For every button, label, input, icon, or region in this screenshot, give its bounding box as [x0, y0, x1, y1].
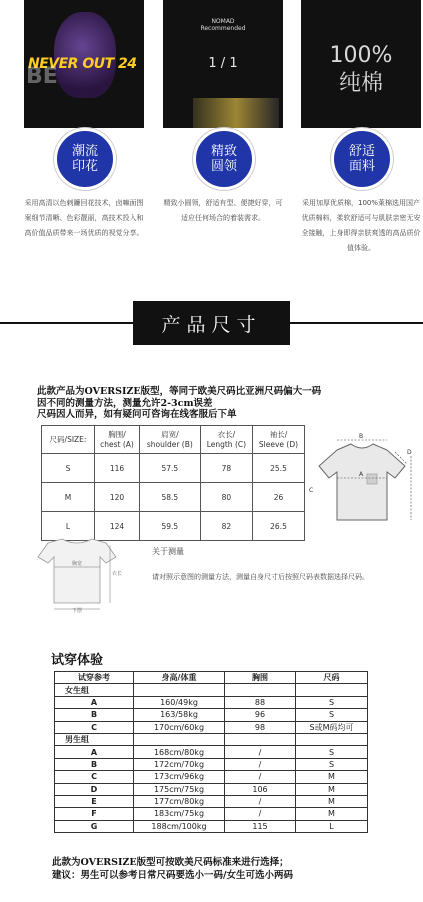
group-label: 女生组	[55, 684, 134, 696]
badge-line-2: 圆领	[210, 159, 237, 174]
size-cell: M	[42, 483, 95, 512]
chest-cell: 96	[225, 709, 296, 721]
badge-line-2: 面料	[348, 159, 375, 174]
collar-photo	[163, 0, 283, 128]
size-table	[41, 425, 305, 541]
size-table-header	[42, 426, 305, 454]
size-cell: S	[296, 746, 368, 758]
height-weight-cell: 170cm/60kg	[134, 721, 225, 733]
tryon-table	[54, 671, 368, 833]
tshirt-sketch	[38, 539, 116, 603]
size-cell: L	[296, 820, 368, 832]
table-row	[55, 746, 368, 758]
face-graphic	[54, 12, 116, 98]
footer-note: 建议：男生可以参考日常尺码要选小一码/女生可选小两码	[52, 870, 293, 881]
table-row	[55, 721, 368, 733]
size-cell: M	[296, 783, 368, 795]
chest-cell: /	[225, 771, 296, 783]
height-weight-cell: 177cm/80kg	[134, 795, 225, 807]
size-cell: S或M码均可	[296, 721, 368, 733]
label-length: 衣长	[112, 571, 123, 577]
table-row	[55, 758, 368, 770]
badge-line-2: 印花	[71, 159, 98, 174]
header-sleeve: 袖长/ Sleeve (D)	[252, 426, 304, 454]
table-row	[42, 483, 305, 512]
tryon-title: 试穿体验	[51, 653, 104, 668]
print-photo	[24, 0, 144, 128]
tshirt-diagram	[307, 432, 417, 532]
footer-notes	[52, 856, 382, 882]
header-chest: 胸围/ chest (A)	[95, 426, 140, 454]
group-row-female	[55, 684, 368, 696]
height-weight-cell: 160/49kg	[134, 696, 225, 708]
size-cell: M	[296, 771, 368, 783]
length-cell: 82	[200, 512, 252, 541]
label-a: A	[358, 471, 364, 478]
ref-cell: E	[55, 795, 134, 807]
header-reference: 试穿参考	[55, 672, 134, 684]
label-hem: 下摆	[71, 608, 83, 614]
cotton-text: 100% 纯棉	[329, 43, 393, 96]
table-row	[55, 771, 368, 783]
label-d: D	[407, 449, 412, 456]
header-height-weight: 身高/体重	[134, 672, 225, 684]
shoulder-cell: 59.5	[139, 512, 200, 541]
tshirt-outline	[319, 444, 405, 520]
ref-cell: C	[55, 721, 134, 733]
height-weight-cell: 173cm/96kg	[134, 771, 225, 783]
size-cell: S	[296, 758, 368, 770]
feature-badge	[54, 128, 116, 190]
ref-cell: A	[55, 696, 134, 708]
length-cell: 78	[200, 454, 252, 483]
chest-cell: 124	[95, 512, 140, 541]
badge-line-1: 精致	[210, 144, 237, 159]
label-chest: 胸宽	[71, 561, 83, 567]
size-cell: S	[296, 696, 368, 708]
shoulder-cell: 57.5	[139, 454, 200, 483]
pocket-shape	[367, 474, 377, 484]
fabric-stripe	[193, 98, 279, 128]
size-cell: L	[42, 512, 95, 541]
sleeve-cell: 25.5	[252, 454, 304, 483]
photo-large-text: BE	[26, 64, 58, 89]
sleeve-cell: 26	[252, 483, 304, 512]
badge-line-1: 舒适	[348, 144, 375, 159]
image-counter: 1 / 1	[208, 56, 238, 71]
group-row-male	[55, 733, 368, 745]
header-shoulder: 肩宽/ shoulder (B)	[139, 426, 200, 454]
measure-illustration	[34, 537, 123, 614]
chest-cell: /	[225, 795, 296, 807]
ref-cell: G	[55, 820, 134, 832]
measure-description: 请对照示意图的测量方法，测量自身尺寸后按照尺码表数据选择尺码。	[152, 573, 369, 581]
chest-cell: 88	[225, 696, 296, 708]
size-cell: S	[296, 709, 368, 721]
header-chest: 胸围	[225, 672, 296, 684]
table-row	[55, 696, 368, 708]
size-cell: S	[42, 454, 95, 483]
feature-description: 精致小圆领，舒适有型、便捷好穿，可适应任何场合的着装需求。	[163, 199, 283, 222]
label-c: C	[309, 487, 314, 494]
header-size: 尺码	[296, 672, 368, 684]
table-row	[55, 709, 368, 721]
table-row	[55, 795, 368, 807]
chest-cell: /	[225, 808, 296, 820]
table-row	[42, 454, 305, 483]
height-weight-cell: 163/58kg	[134, 709, 225, 721]
ref-cell: A	[55, 746, 134, 758]
features-section	[0, 0, 423, 290]
height-weight-cell: 168cm/80kg	[134, 746, 225, 758]
length-cell: 80	[200, 483, 252, 512]
ref-cell: B	[55, 709, 134, 721]
size-cell: M	[296, 808, 368, 820]
chest-cell: 98	[225, 721, 296, 733]
fabric-photo	[301, 0, 421, 128]
feature-description: 采用加厚优质棉，100%萊棉选用国产优质棉料，柔软舒适可与肌肤亲密无安全接触，上身即得亲肤爽透的高品质价值体验。	[301, 199, 421, 252]
ref-cell: C	[55, 771, 134, 783]
footer-note: 此款为OVERSIZE版型可按欧美尺码标准来进行选择；	[52, 857, 289, 868]
measure-title: 关于测量	[152, 547, 184, 556]
table-row	[55, 808, 368, 820]
size-note: 因不同的测量方法，测量允许2-3cm误差	[37, 397, 213, 409]
badge-line-1: 潮流	[71, 144, 98, 159]
feature-badge	[193, 128, 255, 190]
header-size: 尺码/SIZE:	[42, 426, 95, 454]
sleeve-cell: 26.5	[252, 512, 304, 541]
height-weight-cell: 175cm/75kg	[134, 783, 225, 795]
brand-label: NOMAD Recommended	[200, 18, 246, 32]
chest-cell: 106	[225, 783, 296, 795]
height-weight-cell: 172cm/70kg	[134, 758, 225, 770]
header-length: 衣长/ Length (C)	[200, 426, 252, 454]
ref-cell: D	[55, 783, 134, 795]
group-label: 男生组	[55, 733, 134, 745]
table-row	[55, 820, 368, 832]
shoulder-cell: 58.5	[139, 483, 200, 512]
ref-cell: F	[55, 808, 134, 820]
ref-cell: B	[55, 758, 134, 770]
size-notes	[37, 386, 397, 421]
height-weight-cell: 183cm/75kg	[134, 808, 225, 820]
chest-cell: 115	[225, 820, 296, 832]
feature-badge	[331, 128, 393, 190]
feature-description: 采用高清以色刺鐮回花技术，卤嘛面图案细节清晰、色彩靓丽，高技术投入和高价值品质带来一场优质的视觉分享。	[24, 199, 144, 237]
chest-cell: /	[225, 746, 296, 758]
chest-cell: 116	[95, 454, 140, 483]
size-note: 尺码因人而异，如有疑问可咨询在线客服后下单	[37, 409, 237, 420]
chest-cell: /	[225, 758, 296, 770]
graffiti-text: NEVER OUT 24	[28, 56, 137, 72]
height-weight-cell: 188cm/100kg	[134, 820, 225, 832]
tryon-header	[55, 672, 368, 684]
size-cell: M	[296, 795, 368, 807]
label-b: B	[358, 433, 364, 440]
table-row	[55, 783, 368, 795]
section-title: 产品尺寸	[133, 301, 290, 345]
size-note: 此款产品为OVERSIZE版型，等同于欧美尺码比亚洲尺码偏大一码	[37, 386, 322, 397]
chest-cell: 120	[95, 483, 140, 512]
